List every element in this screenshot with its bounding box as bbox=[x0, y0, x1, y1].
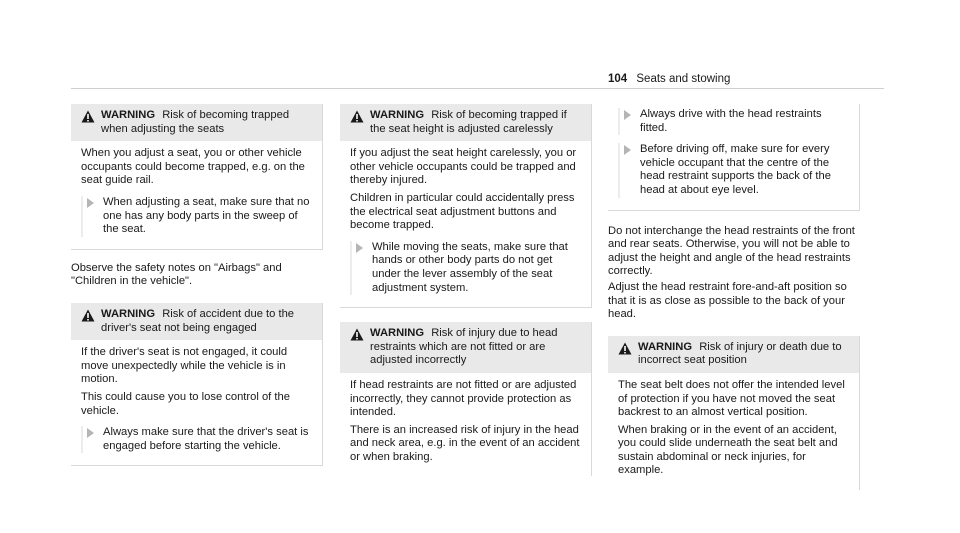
warning-label: WARNING bbox=[638, 340, 693, 353]
warning-text: When braking or in the event of an accident, you could slide underneath the seat belt and sustain abdominal or neck injuries, for example. bbox=[618, 423, 838, 477]
warning-header bbox=[608, 336, 859, 373]
arrow-bullet-icon bbox=[624, 110, 631, 120]
warning-text: The seat belt does not offer the intended level of protection if you have not moved the seat backrest to an almost vertical position. bbox=[618, 378, 845, 419]
warning-text: If you adjust the seat height carelessly, you or other vehicle occupants could be trapped and thereby injured. bbox=[350, 147, 577, 187]
step-bar bbox=[618, 108, 620, 135]
warning-text: This could cause you to lose control of the vehicle. bbox=[81, 390, 290, 417]
step-text: Always make sure that the driver's seat is engaged before starting the vehicle. bbox=[103, 426, 309, 452]
step-text: Before driving off, make sure for every vehicle occupant that the centre of the head restraint supports the back of the head at about eye level. bbox=[640, 143, 831, 196]
warning-title: Risk of injury due to head restraints which are not fitted or are adjusted incorrectly bbox=[370, 327, 558, 367]
warning-triangle-icon bbox=[350, 328, 364, 341]
steps-body bbox=[608, 104, 859, 210]
instruction-step bbox=[350, 241, 581, 295]
warning-label: WARNING bbox=[101, 109, 156, 121]
page-header bbox=[608, 72, 730, 86]
warning-box-trapped-seats bbox=[71, 104, 323, 250]
warning-label: WARNING bbox=[370, 327, 425, 340]
warning-triangle-icon bbox=[81, 110, 95, 123]
warning-body bbox=[340, 141, 591, 307]
step-bar bbox=[350, 241, 352, 295]
instruction-step bbox=[81, 426, 312, 453]
warning-header bbox=[71, 104, 322, 141]
warning-header bbox=[340, 322, 591, 373]
warning-body bbox=[340, 373, 591, 477]
head-restraint-info bbox=[608, 225, 860, 322]
instruction-step bbox=[81, 196, 312, 237]
warning-body bbox=[71, 141, 322, 249]
warning-label: WARNING bbox=[370, 109, 425, 121]
column-3 bbox=[608, 104, 860, 490]
warning-box-seat-height bbox=[340, 104, 592, 308]
step-bar bbox=[618, 143, 620, 197]
step-text: Always drive with the head restraints fitted. bbox=[640, 108, 822, 134]
arrow-bullet-icon bbox=[624, 145, 631, 155]
warning-body bbox=[71, 340, 322, 465]
step-text: While moving the seats, make sure that hands or other body parts do not get under the lever assembly of the seat adjustment system. bbox=[372, 240, 568, 294]
warning-title: Risk of becoming trapped when adjusting the seats bbox=[101, 109, 290, 135]
note-text: Observe the safety notes on "Airbags" and "Children in the vehicle". bbox=[71, 261, 282, 288]
warning-title: Risk of injury or death due to incorrect seat position bbox=[638, 340, 842, 367]
warning-text: Children in particular could accidentally press the electrical seat adjustment buttons and become trapped. bbox=[350, 191, 575, 232]
warning-text: If the driver's seat is not engaged, it could move unexpectedly while the vehicle is in motion. bbox=[81, 346, 288, 386]
warning-text: If head restraints are not fitted or are adjusted incorrectly, they cannot provide protection as intended. bbox=[350, 378, 577, 419]
instruction-step bbox=[618, 143, 849, 197]
note-paragraph bbox=[71, 262, 323, 289]
step-bar bbox=[81, 426, 83, 453]
warning-body bbox=[608, 373, 859, 490]
step-bar bbox=[81, 196, 83, 237]
instruction-step bbox=[618, 108, 849, 135]
warning-title: Risk of becoming trapped if the seat height is adjusted carelessly bbox=[370, 109, 567, 135]
warning-title: Risk of accident due to the driver's seat not being engaged bbox=[101, 307, 295, 334]
continued-steps-box bbox=[608, 104, 860, 211]
column-1 bbox=[71, 104, 323, 466]
arrow-bullet-icon bbox=[87, 198, 94, 208]
warning-triangle-icon bbox=[350, 110, 364, 123]
warning-label: WARNING bbox=[101, 307, 156, 320]
paragraph: Do not interchange the head restraints of the front and rear seats. Otherwise, you will not be able to adjust the height and angle of the head restraints correctly. bbox=[608, 224, 855, 278]
warning-box-drivers-seat bbox=[71, 303, 323, 466]
page-number: 104 bbox=[608, 73, 628, 85]
warning-header bbox=[71, 303, 322, 340]
warning-header bbox=[340, 104, 591, 141]
warning-triangle-icon bbox=[618, 342, 632, 355]
warning-box-head-restraints bbox=[340, 322, 592, 476]
warning-triangle-icon bbox=[81, 309, 95, 322]
column-2 bbox=[340, 104, 592, 476]
warning-text: There is an increased risk of injury in the head and neck area, e.g. in the event of an accident or when braking. bbox=[350, 423, 580, 463]
section-title: Seats and stowing bbox=[636, 73, 731, 85]
step-text: When adjusting a seat, make sure that no one has any body parts in the sweep of the seat. bbox=[103, 195, 310, 236]
warning-text: When you adjust a seat, you or other vehicle occupants could become trapped, e.g. on the seat guide rail. bbox=[81, 147, 305, 187]
warning-box-seat-position bbox=[608, 336, 860, 490]
arrow-bullet-icon bbox=[87, 428, 94, 438]
header-rule bbox=[71, 88, 884, 89]
arrow-bullet-icon bbox=[356, 243, 363, 253]
paragraph: Adjust the head restraint fore-and-aft position so that it is as close as possible to the back of your head. bbox=[608, 280, 847, 321]
